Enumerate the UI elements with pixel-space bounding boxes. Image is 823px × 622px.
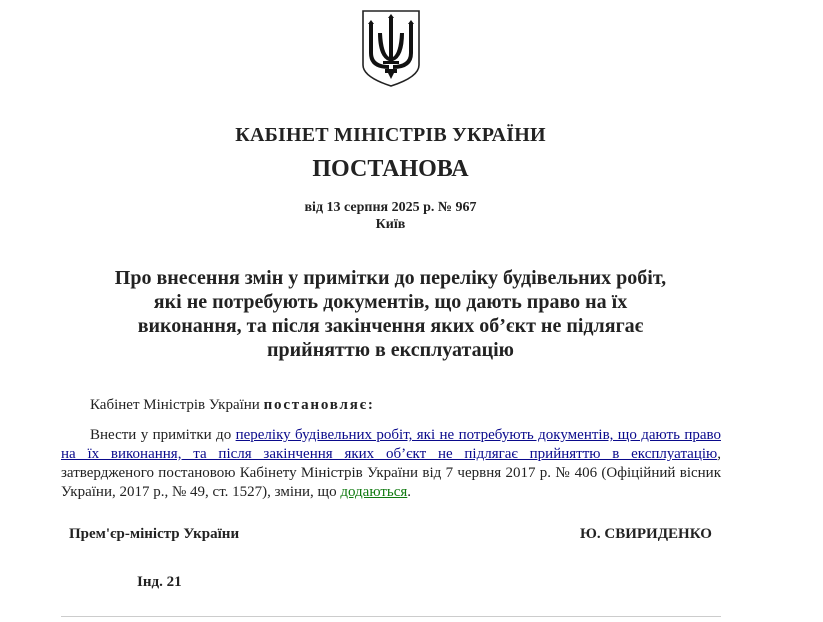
amendments-attached-link[interactable]: додаються [340,484,408,500]
document-city: Київ [375,217,406,232]
preamble-verb: постановляє: [263,397,375,413]
coat-of-arms-emblem [361,9,421,88]
trident-coat-of-arms-icon [361,9,421,88]
building-works-list-link[interactable]: переліку будівельних робіт, які не потребують документів, що дають право на їх виконання, та після закінчення яких об’єкт не підлягає прийняттю в експлуатацію [61,427,721,462]
body-text-before: Внести у примітки до [90,427,236,443]
title-line: прийняттю в експлуатацію [267,339,514,361]
title-line: виконання, та після закінчення яких об’єкт не підлягає [137,315,644,337]
title-line: Про внесення змін у примітки до переліку будівельних робіт, [114,267,667,289]
preamble [61,396,721,415]
issuer-title: КАБІНЕТ МІНІСТРІВ УКРАЇНИ [235,124,546,146]
signatory-name: Ю. СВИРИДЕНКО [580,526,712,542]
preamble-subject: Кабінет Міністрів України [90,397,260,413]
document-title [0,266,781,362]
title-line: які не потребують документів, що дають право на їх [153,291,628,313]
body-text-end: . [407,484,412,500]
body-paragraph [61,426,721,502]
document-index: Інд. 21 [137,574,182,590]
body-text-middle: , затвердженого постановою Кабінету Міністрів України від 7 червня 2017 р. № 406 (Офіційний вісник України, 2017 р., № 49, ст. 1527), зміни, що [61,446,721,500]
document-type: ПОСТАНОВА [312,156,469,182]
divider [61,616,721,617]
signatory-position: Прем'єр-міністр України [69,526,240,542]
document-date-number: від 13 серпня 2025 р. № 967 [304,200,477,215]
